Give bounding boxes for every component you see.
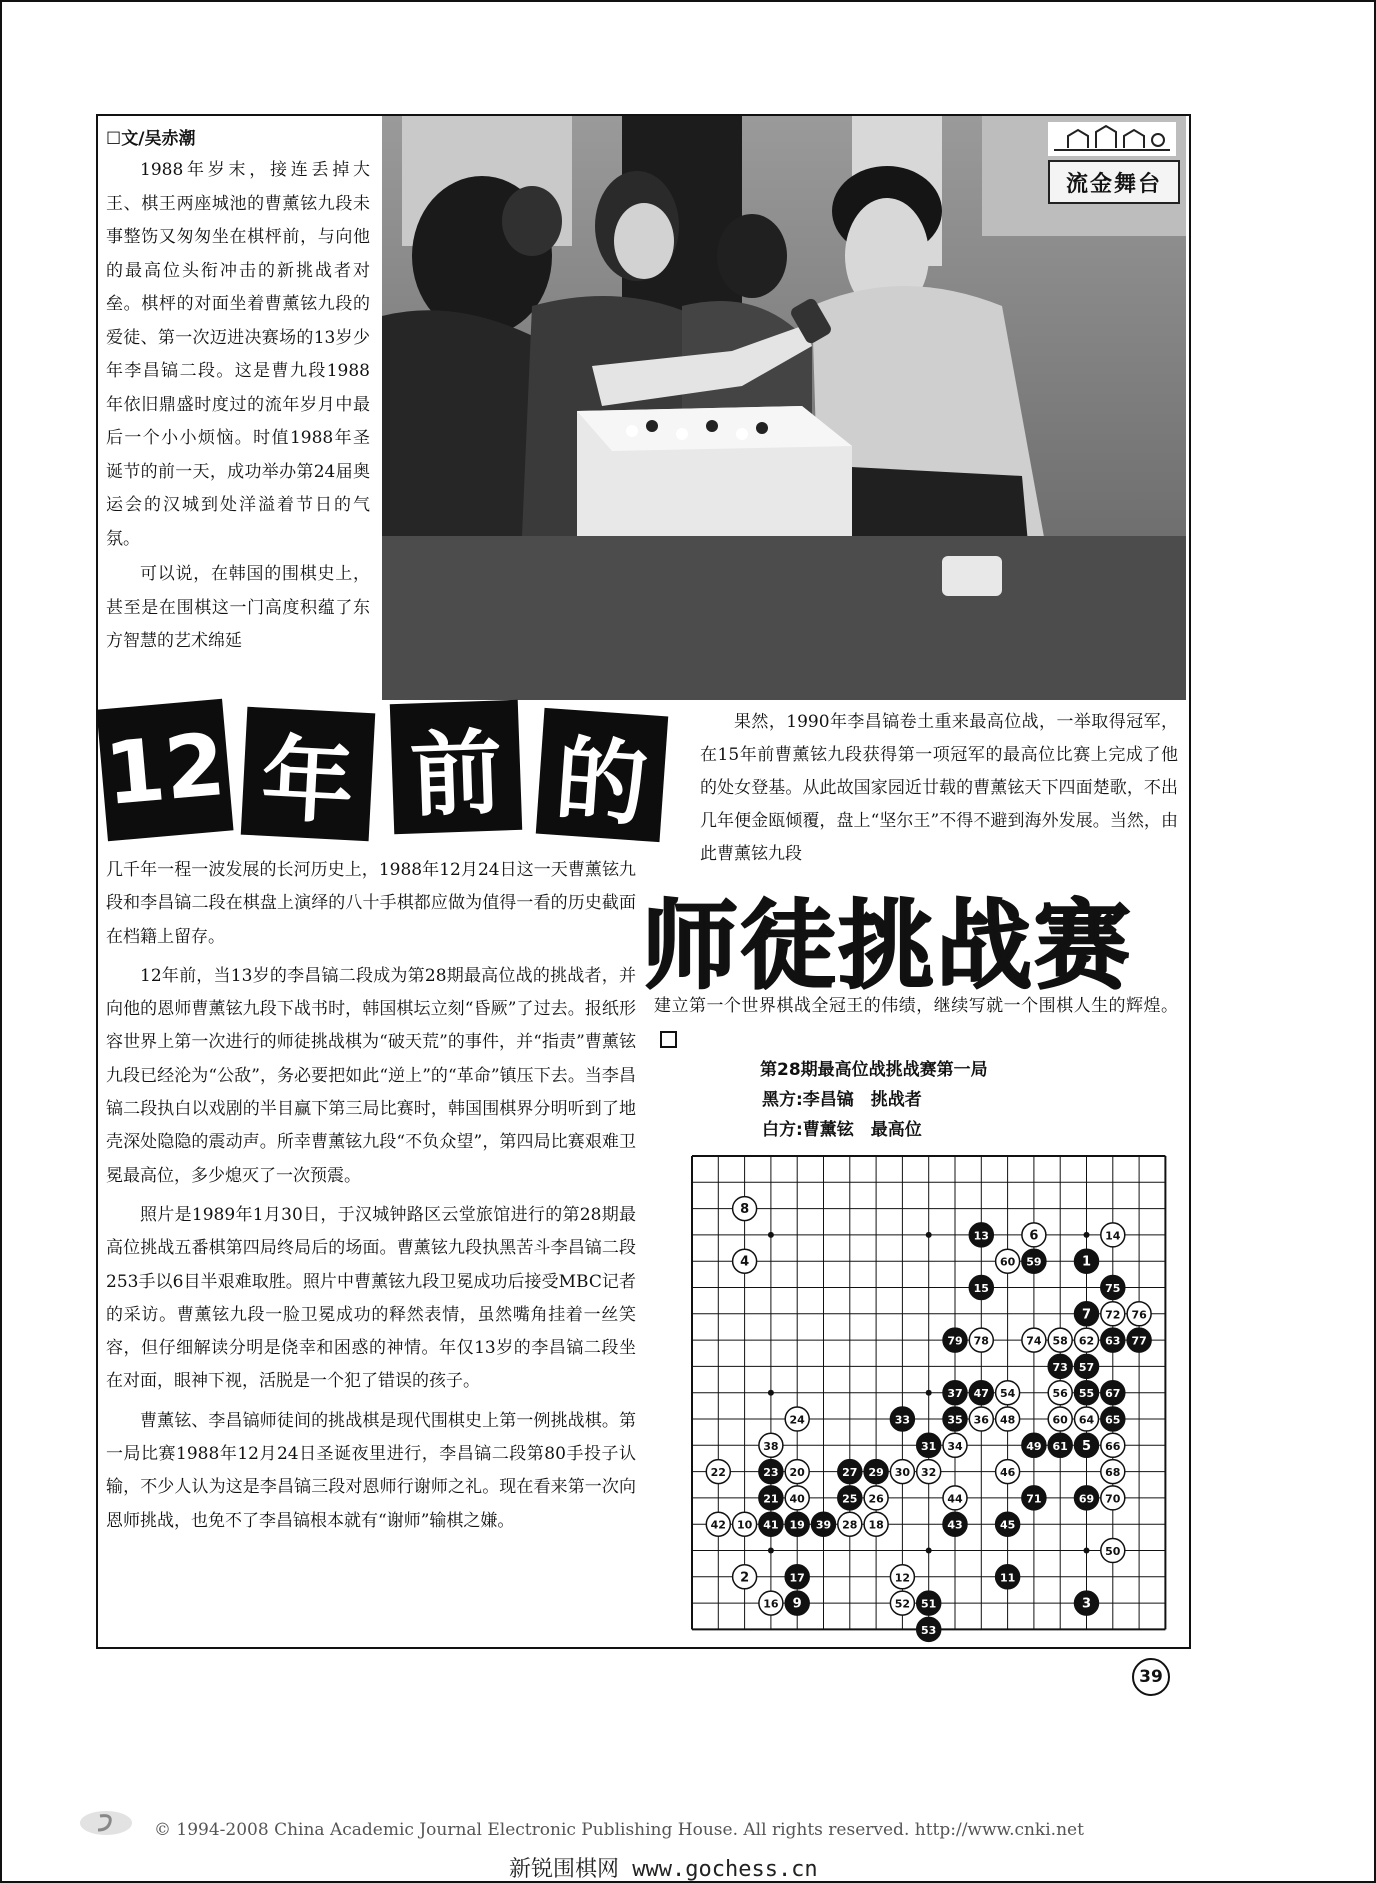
black-stone — [1075, 1591, 1099, 1615]
move-number: 57 — [1078, 1360, 1095, 1374]
white-stone — [733, 1249, 757, 1273]
white-stone — [996, 1381, 1020, 1405]
move-number: 48 — [999, 1413, 1016, 1427]
black-stone — [1075, 1302, 1099, 1326]
black-stone — [785, 1512, 809, 1536]
move-number: 16 — [763, 1597, 779, 1611]
move-number: 4 — [740, 1254, 750, 1270]
star-point — [926, 1390, 932, 1396]
move-number: 74 — [1026, 1334, 1042, 1348]
white-player: 白方:曹薰铉 最高位 — [762, 1120, 922, 1140]
black-stone — [969, 1276, 993, 1300]
move-number: 50 — [1105, 1545, 1121, 1558]
cnki-logo-icon — [78, 1808, 134, 1838]
left-paragraph: 12年前，当13岁的李昌镐二段成为第28期最高位战的挑战者，并向他的恩师曹薰铉九段下战书时，韩国棋坛立刻“昏厥”了过去。报纸形容世界上第一次进行的师徒挑战棋为“破天荒”的事件，并“指责”曹薰铉九段已经沦为“公敌”，务必要把如此“逆上”的“革命”镇压下去。当李昌镐二段执白以戏剧的半目赢下第三局比赛时，韩国围棋界分明听到了地壳深处隐隐的震动声。所幸曹薰铉九段“不负众望”，第四局比赛艰难卫冕最高位，多少熄灭了一次预震。 — [106, 965, 636, 1186]
white-stone — [1022, 1223, 1046, 1247]
copyright-footer: © 1994-2008 China Academic Journal Electronic Publishing House. All rights reserved. http://www.cnki.net — [154, 1820, 1084, 1840]
black-stone — [1127, 1328, 1151, 1352]
left-paragraph: 曹薰铉、李昌镐师徒间的挑战棋是现代围棋史上第一例挑战棋。第一局比赛1988年12月24日圣诞夜里进行，李昌镐二段第80手投子认输，不少人认为这是李昌镐三段对恩师行谢师之礼。现在看来第一次向恩师挑战，也免不了李昌镐根本就有“谢师”输棋之嫌。 — [106, 1410, 636, 1531]
star-point — [1084, 1232, 1090, 1238]
left-paragraph: 照片是1989年1月30日，于汉城钟路区云堂旅馆进行的第28期最高位挑战五番棋第四局终局后的场面。曹薰铉九段执黑苦斗李昌镐二段253手以6目半艰难取胜。照片中曹薰铉九段卫冕成功后接受MBC记者的采访。曹薰铉九段一脸卫冕成功的释然表情，虽然嘴角挂着一丝笑容，但仔细解读分明是侥幸和困惑的神情。年仅13岁的李昌镐二段坐在对面，眼神下视，活脱是一个犯了错误的孩子。 — [106, 1204, 636, 1392]
black-stone — [996, 1512, 1020, 1536]
move-number: 55 — [1078, 1387, 1095, 1401]
move-number: 8 — [740, 1202, 750, 1218]
move-number: 35 — [947, 1413, 963, 1427]
white-stone — [706, 1512, 730, 1536]
black-stone — [917, 1591, 941, 1615]
black-stone — [943, 1328, 967, 1352]
move-number: 76 — [1131, 1308, 1147, 1322]
white-stone — [1022, 1328, 1046, 1352]
move-number: 53 — [921, 1623, 937, 1637]
move-number: 40 — [789, 1492, 805, 1506]
move-number: 54 — [999, 1387, 1016, 1401]
black-stone — [759, 1460, 783, 1484]
move-number: 47 — [973, 1387, 989, 1401]
move-number: 43 — [947, 1518, 963, 1532]
star-point — [768, 1548, 774, 1554]
right-paragraph: 果然，1990年李昌镐卷土重来最高位战，一举取得冠军，在15年前曹薰铉九段获得第一项冠军的最高位比赛上完成了他的处女登基。从此故国家园近廿载的曹薰铉天下四面楚歌，不出几年便金瓯倾覆，盘上“坚尔王”不得不避到海外发展。当然，由此曹薰铉九段 — [700, 712, 1178, 864]
black-stone — [996, 1565, 1020, 1589]
move-number: 7 — [1081, 1307, 1092, 1323]
move-number: 13 — [973, 1229, 989, 1243]
move-number: 65 — [1105, 1413, 1121, 1427]
move-number: 77 — [1131, 1334, 1147, 1348]
white-stone — [1101, 1460, 1125, 1484]
white-stone — [1101, 1539, 1125, 1563]
white-stone — [1075, 1328, 1099, 1352]
black-stone — [1075, 1381, 1099, 1405]
move-number: 27 — [842, 1466, 858, 1480]
black-stone — [1075, 1249, 1099, 1273]
white-stone — [1048, 1328, 1072, 1352]
move-number: 64 — [1078, 1413, 1095, 1427]
move-number: 1 — [1081, 1254, 1092, 1270]
headline-part1 — [102, 704, 682, 854]
white-stone — [917, 1460, 941, 1484]
intro-column — [106, 154, 370, 661]
page-number: 39 — [1132, 1658, 1170, 1696]
move-number: 6 — [1029, 1228, 1039, 1244]
move-number: 3 — [1081, 1596, 1092, 1612]
game-title: 第28期最高位战挑战赛第一局 — [760, 1060, 988, 1080]
move-number: 42 — [710, 1518, 726, 1532]
byline: ☐文/吴赤潮 — [106, 129, 196, 149]
black-stone — [759, 1512, 783, 1536]
move-number: 62 — [1078, 1334, 1095, 1348]
black-stone — [864, 1460, 888, 1484]
white-stone — [785, 1460, 809, 1484]
white-stone — [969, 1328, 993, 1352]
move-number: 15 — [973, 1282, 989, 1295]
move-number: 79 — [947, 1334, 963, 1348]
move-number: 78 — [973, 1334, 989, 1348]
move-number: 20 — [789, 1466, 805, 1480]
black-stone — [1022, 1249, 1046, 1273]
black-stone — [1075, 1486, 1099, 1510]
star-point — [768, 1390, 774, 1396]
white-stone — [996, 1249, 1020, 1273]
white-stone — [706, 1460, 730, 1484]
headline-char: 12 — [96, 699, 233, 841]
move-number: 66 — [1105, 1439, 1121, 1453]
move-number: 17 — [789, 1571, 805, 1585]
headline-part2 — [642, 870, 1182, 1002]
left-column — [106, 854, 636, 1544]
move-number: 60 — [999, 1255, 1016, 1269]
move-number: 45 — [999, 1518, 1016, 1532]
black-player: 黑方:李昌镐 挑战者 — [762, 1090, 922, 1110]
white-stone — [785, 1407, 809, 1431]
black-stone — [1048, 1433, 1072, 1457]
black-stone — [890, 1407, 914, 1431]
move-number: 18 — [868, 1518, 884, 1532]
black-stone — [943, 1512, 967, 1536]
move-number: 41 — [763, 1518, 779, 1532]
move-number: 73 — [1052, 1360, 1068, 1374]
move-number: 39 — [815, 1518, 832, 1532]
move-number: 51 — [921, 1597, 937, 1611]
black-stone — [1101, 1328, 1125, 1352]
move-number: 72 — [1105, 1308, 1121, 1322]
move-number: 63 — [1105, 1334, 1121, 1348]
site-watermark: 新锐围棋网 www.gochess.cn — [509, 1857, 818, 1882]
move-number: 10 — [736, 1518, 753, 1532]
move-number: 32 — [921, 1466, 937, 1480]
black-stone — [943, 1407, 967, 1431]
white-stone — [943, 1486, 967, 1510]
move-number: 5 — [1081, 1438, 1092, 1454]
move-number: 25 — [842, 1492, 858, 1506]
move-number: 46 — [999, 1466, 1016, 1480]
black-stone — [1101, 1381, 1125, 1405]
badge-ornament-graphic — [1048, 122, 1176, 156]
black-stone — [969, 1381, 993, 1405]
end-mark-icon — [660, 1031, 677, 1048]
move-number: 30 — [894, 1466, 911, 1480]
black-stone — [1075, 1354, 1099, 1378]
move-number: 67 — [1105, 1387, 1121, 1401]
intro-paragraph: 可以说，在韩国的围棋史上，甚至是在围棋这一门高度积蕴了东方智慧的艺术绵延 — [106, 564, 370, 651]
white-stone — [969, 1407, 993, 1431]
go-board-diagram — [680, 1148, 1184, 1644]
white-stone — [864, 1512, 888, 1536]
move-number: 71 — [1026, 1492, 1042, 1506]
white-stone — [864, 1486, 888, 1510]
white-stone — [1101, 1433, 1125, 1457]
move-number: 52 — [894, 1597, 911, 1611]
move-number: 22 — [710, 1466, 726, 1480]
white-stone — [733, 1197, 757, 1221]
black-stone — [785, 1565, 809, 1589]
white-stone — [1101, 1302, 1125, 1326]
move-number: 28 — [842, 1518, 858, 1532]
move-number: 23 — [763, 1466, 779, 1480]
black-stone — [812, 1512, 836, 1536]
white-stone — [1101, 1223, 1125, 1247]
black-stone — [838, 1486, 862, 1510]
right-column-tail — [654, 990, 1178, 1056]
move-number: 69 — [1078, 1492, 1095, 1506]
move-number: 38 — [763, 1439, 779, 1453]
game-caption — [760, 1055, 988, 1145]
left-paragraph: 几千年一程一波发展的长河历史上，1988年12月24日这一天曹薰铉九段和李昌镐二段在棋盘上演绎的八十手棋都应做为值得一看的历史截面在档籍上留存。 — [106, 860, 636, 947]
white-stone — [996, 1460, 1020, 1484]
black-stone — [917, 1433, 941, 1457]
move-number: 29 — [868, 1466, 884, 1480]
move-number: 56 — [1052, 1387, 1068, 1401]
star-point — [1084, 1548, 1090, 1554]
headline-subtitle: 师徒挑战赛 — [642, 889, 1132, 1002]
black-stone — [759, 1486, 783, 1510]
black-stone — [969, 1223, 993, 1247]
headline-char: 的 — [536, 708, 668, 842]
move-number: 37 — [947, 1387, 963, 1401]
badge-ornament — [1048, 122, 1176, 156]
move-number: 49 — [1026, 1439, 1042, 1453]
headline-char: 年 — [241, 707, 376, 842]
move-number: 12 — [894, 1571, 911, 1585]
white-stone — [890, 1460, 914, 1484]
move-number: 2 — [740, 1570, 750, 1586]
star-point — [926, 1232, 932, 1238]
move-number: 9 — [792, 1596, 802, 1612]
black-stone — [1075, 1433, 1099, 1457]
move-number: 19 — [789, 1518, 805, 1532]
black-stone — [1048, 1354, 1072, 1378]
move-number: 34 — [947, 1439, 963, 1453]
white-stone — [1048, 1407, 1072, 1431]
move-number: 68 — [1105, 1466, 1121, 1480]
black-stone — [785, 1591, 809, 1615]
move-number: 44 — [947, 1492, 963, 1506]
black-stone — [1022, 1433, 1046, 1457]
white-stone — [890, 1591, 914, 1615]
headline-char: 前 — [390, 700, 522, 834]
column-badge: 流金舞台 — [1048, 160, 1180, 204]
white-stone — [1127, 1302, 1151, 1326]
black-stone — [1101, 1276, 1125, 1300]
white-stone — [759, 1591, 783, 1615]
black-stone — [943, 1381, 967, 1405]
move-number: 11 — [999, 1571, 1016, 1585]
right-tail-text: 建立第一个世界棋战全冠王的伟绩，继续写就一个围棋人生的辉煌。 — [654, 996, 1178, 1016]
white-stone — [733, 1512, 757, 1536]
move-number: 26 — [868, 1492, 884, 1506]
move-number: 60 — [1052, 1413, 1068, 1427]
go-board — [680, 1148, 1184, 1644]
move-number: 61 — [1052, 1439, 1068, 1453]
white-stone — [943, 1433, 967, 1457]
move-number: 70 — [1105, 1492, 1121, 1506]
white-stone — [1101, 1486, 1125, 1510]
white-stone — [1048, 1381, 1072, 1405]
move-number: 75 — [1105, 1282, 1121, 1295]
move-number: 21 — [763, 1492, 779, 1506]
star-point — [926, 1548, 932, 1554]
white-stone — [838, 1512, 862, 1536]
black-stone — [1101, 1407, 1125, 1431]
move-number: 24 — [789, 1413, 805, 1427]
black-stone — [838, 1460, 862, 1484]
white-stone — [733, 1565, 757, 1589]
white-stone — [759, 1433, 783, 1457]
black-stone — [917, 1617, 941, 1641]
intro-paragraph: 1988年岁末，接连丢掉大王、棋王两座城池的曹薰铉九段未事整饬又匆匆坐在棋枰前，与向他的最高位头衔冲击的新挑战者对垒。棋枰的对面坐着曹薰铉九段的爱徒、第一次迈进决赛场的13岁少年李昌镐二段。这是曹九段1988年依旧鼎盛时度过的流年岁月中最后一个小小烦恼。时值1988年圣诞节的前一天，成功举办第24届奥运会的汉城到处洋溢着节日的气氛。 — [106, 160, 370, 549]
move-number: 33 — [894, 1413, 911, 1427]
star-point — [768, 1232, 774, 1238]
white-stone — [1075, 1407, 1099, 1431]
move-number: 31 — [921, 1439, 937, 1453]
move-number: 59 — [1026, 1255, 1042, 1269]
white-stone — [785, 1486, 809, 1510]
move-number: 36 — [973, 1413, 989, 1427]
white-stone — [890, 1565, 914, 1589]
black-stone — [1022, 1486, 1046, 1510]
right-column — [700, 706, 1178, 871]
white-stone — [996, 1407, 1020, 1431]
move-number: 14 — [1105, 1229, 1121, 1243]
move-number: 58 — [1052, 1334, 1068, 1348]
